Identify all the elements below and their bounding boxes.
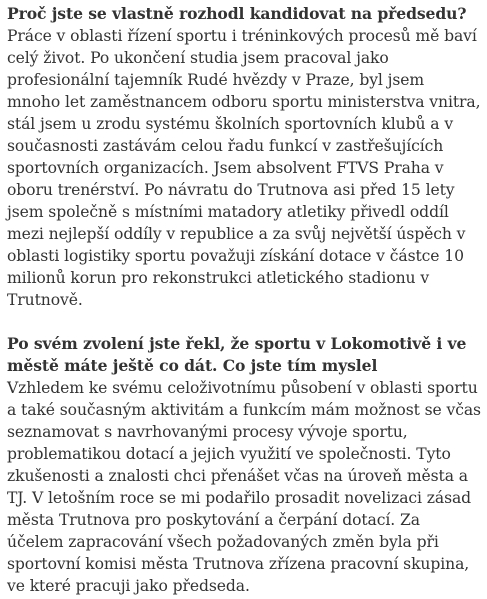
answer-2: Vzhledem ke svému celoživotnímu působení v oblasti sportu a také současným aktivitám a funkcím mám možnost se včas seznamovat s navrhovanými procesy vývoje sportu, problematikou dotací a jejich využití ve společnosti. Tyto zkušenosti a znalosti chci přenášet včas na úroveň města a TJ. V letošním roce se mi podařilo prosadit novelizaci zásad města Trutnova pro poskytování a čerpání dotací. Za účelem zapracování všech požadovaných změn byla při sportovní komisi města Trutnova zřízena pracovní skupina, ve které pracuji jako předseda. <box>7 379 481 595</box>
qa-block-1 <box>7 3 481 311</box>
question-2: Po svém zvolení jste řekl, že sportu v Lokomotivě i ve městě máte ještě co dát. Co jste tím myslel <box>7 334 467 375</box>
qa-block-2 <box>7 333 481 597</box>
answer-1: Práce v oblasti řízení sportu i tréninkových procesů mě baví celý život. Po ukončení studia jsem pracoval jako profesionální tajemník Rudé hvězdy v Praze, byl jsem mnoho let zaměstnancem odboru sportu ministerstva vnitra, stál jsem u zrodu systému školních sportovních klubů a v současnosti zastávám celou řadu funkcí v zastřešujících sportovních organizacích. Jsem absolvent FTVS Praha v oboru trenérství. Po návratu do Trutnova asi před 15 lety jsem společně s místními matadory atletiky přivedl oddíl mezi nejlepší oddíly v republice a za svůj největší úspěch v oblasti logistiky sportu považuji získání dotace v částce 10 milionů korun pro rekonstrukci atletického stadionu v Trutnově. <box>7 27 481 309</box>
question-1: Proč jste se vlastně rozhodl kandidovat na předsedu? <box>7 4 467 23</box>
